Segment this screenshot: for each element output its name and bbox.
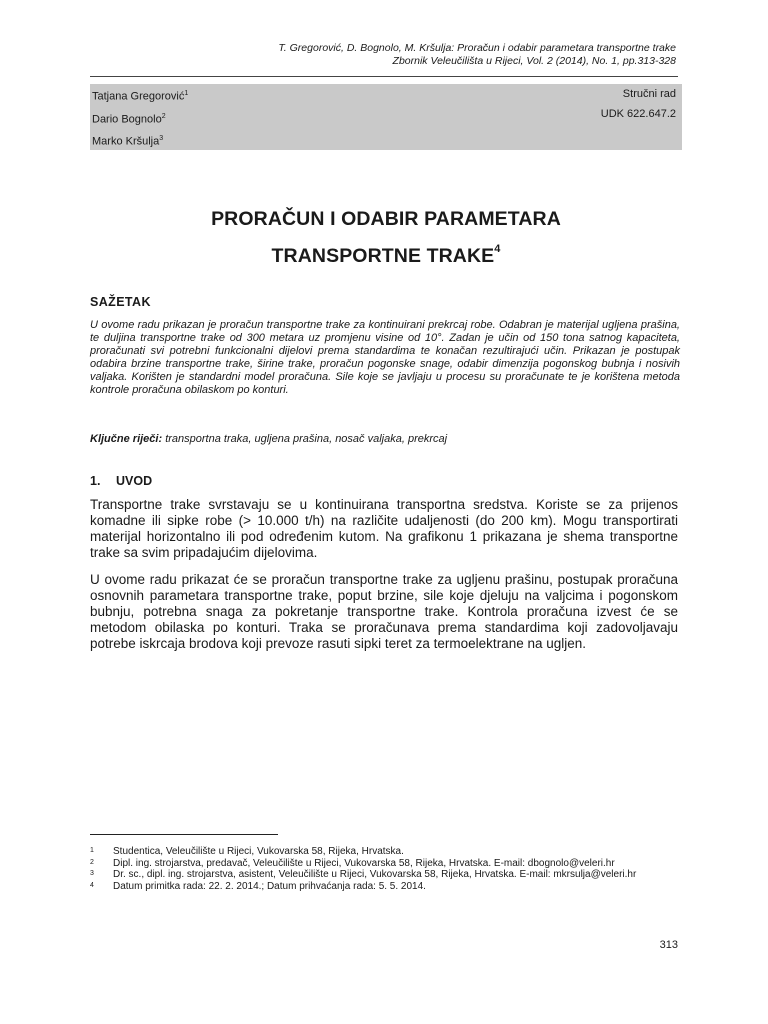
author-box [90, 84, 682, 150]
keywords-label: Ključne riječi: [90, 433, 163, 445]
running-head [278, 42, 676, 68]
footnote-text: Datum primitka rada: 22. 2. 2014.; Datum prihvaćanja rada: 5. 5. 2014. [113, 880, 426, 892]
section-heading [90, 474, 152, 488]
paper-type: Stručni rad [622, 88, 676, 100]
abstract-heading: SAŽETAK [90, 295, 151, 309]
footnotes [90, 846, 678, 892]
keywords-text: transportna traka, ugljena prašina, nosač valjaka, prekrcaj [165, 433, 448, 445]
author-list [92, 84, 188, 152]
footnote-mark: 4 [90, 881, 94, 889]
body-paragraph: U ovome radu prikazat će se proračun transportne trake za ugljenu prašinu, postupak proračuna osnovnih parametara transportne trake, poput brzine, sile koje djeluju na valjcima i pogonskom bubnju, potrebna snaga za pokretanje transportne trake. Kontrola proračuna izvest će se metodom obilaska po konturi. Traka se proračunava prema standardima koji zadovoljavaju potrebe iskrcaja brodova koji prevoze rasuti sipki teret za termoelektrane na ugljen. [90, 572, 678, 651]
footnote-mark: 1 [90, 847, 94, 854]
footnote-text: Studentica, Veleučilište u Rijeci, Vukovarska 58, Rijeka, Hrvatska. [113, 846, 404, 857]
footnote [90, 846, 678, 858]
footnote [90, 869, 678, 881]
footnote-mark: 3 [159, 135, 164, 143]
footnote-text: Dipl. ing. strojarstva, predavač, Veleučilište u Rijeci, Vukovarska 58, Rijeka, Hrvatska. E-mail: dbognolo@veleri.hr [113, 857, 615, 869]
keywords [90, 433, 680, 445]
author-name: Dario Bognolo [92, 113, 162, 126]
title-line: PRORAČUN I ODABIR PARAMETARA [211, 208, 561, 230]
footnote [90, 881, 678, 893]
author-name: Tatjana Gregorović [92, 90, 185, 103]
author-entry [92, 84, 188, 107]
title-line [90, 234, 682, 271]
running-head-authors-title: T. Gregorović, D. Bognolo, M. Kršulja: Proračun i odabir parametara transportne trake [278, 42, 676, 54]
footnote-mark: 3 [90, 870, 94, 877]
footnote-rule [90, 834, 278, 835]
author-name: Marko Kršulja [92, 135, 160, 148]
body-paragraph: Transportne trake svrstavaju se u kontinuirana transportna sredstva. Koriste se za prijenos komadne ili sipke robe (> 10.000 t/h) na različite udaljenosti (do 200 km). Mogu transportirati materijal horizontalno ili pod određenim kutom. Na grafikonu 1 prikazana je shema transportne trake sa svim pripadajućim dijelovima. [90, 497, 678, 560]
running-head-journal: Zbornik Veleučilišta u Rijeci, Vol. 2 (2014), No. 1, pp.313-328 [392, 55, 676, 67]
section-number: 1. [90, 474, 101, 488]
footnote-mark: 4 [494, 243, 501, 255]
author-entry [92, 129, 188, 152]
section-title: UVOD [116, 474, 153, 488]
header-rule [90, 76, 678, 77]
udk-code: UDK 622.647.2 [600, 108, 676, 120]
title-line-text: TRANSPORTNE TRAKE [271, 245, 495, 267]
footnote-text: Dr. sc., dipl. ing. strojarstva, asistent, Veleučilište u Rijeci, Vukovarska 58, Rijeka, Hrvatska. E-mail: mkrsulja@veleri.hr [113, 869, 637, 880]
footnote-mark: 2 [90, 858, 94, 866]
paper-title [90, 204, 682, 271]
paper-meta [601, 84, 676, 124]
footnote [90, 858, 678, 870]
footnote-mark: 2 [161, 112, 166, 120]
author-entry [92, 107, 188, 130]
page-number: 313 [659, 939, 678, 951]
footnote-mark: 1 [184, 90, 189, 97]
abstract-text: U ovome radu prikazan je proračun transportne trake za kontinuirani prekrcaj robe. Odabran je materijal ugljena prašina, te duljina transportne trake od 300 metara uz promjenu visine od 10°. Zadan je učin od 150 tona satnog kapaciteta, proračunati svi potrebni funkcionalni dijelovi prema standardima te konačan rezultirajući učin. Prikazan je postupak odabira brzine transportne trake, širine trake, proračun pogonske snage, odabir dimenzija pogonskog bubnja i nosivih valjaka. Korišten je standardni model proračuna. Sile koje se javljaju u procesu su proračunate te je korištena metoda kontrole proračuna obilaskom po konturi. [90, 319, 680, 396]
